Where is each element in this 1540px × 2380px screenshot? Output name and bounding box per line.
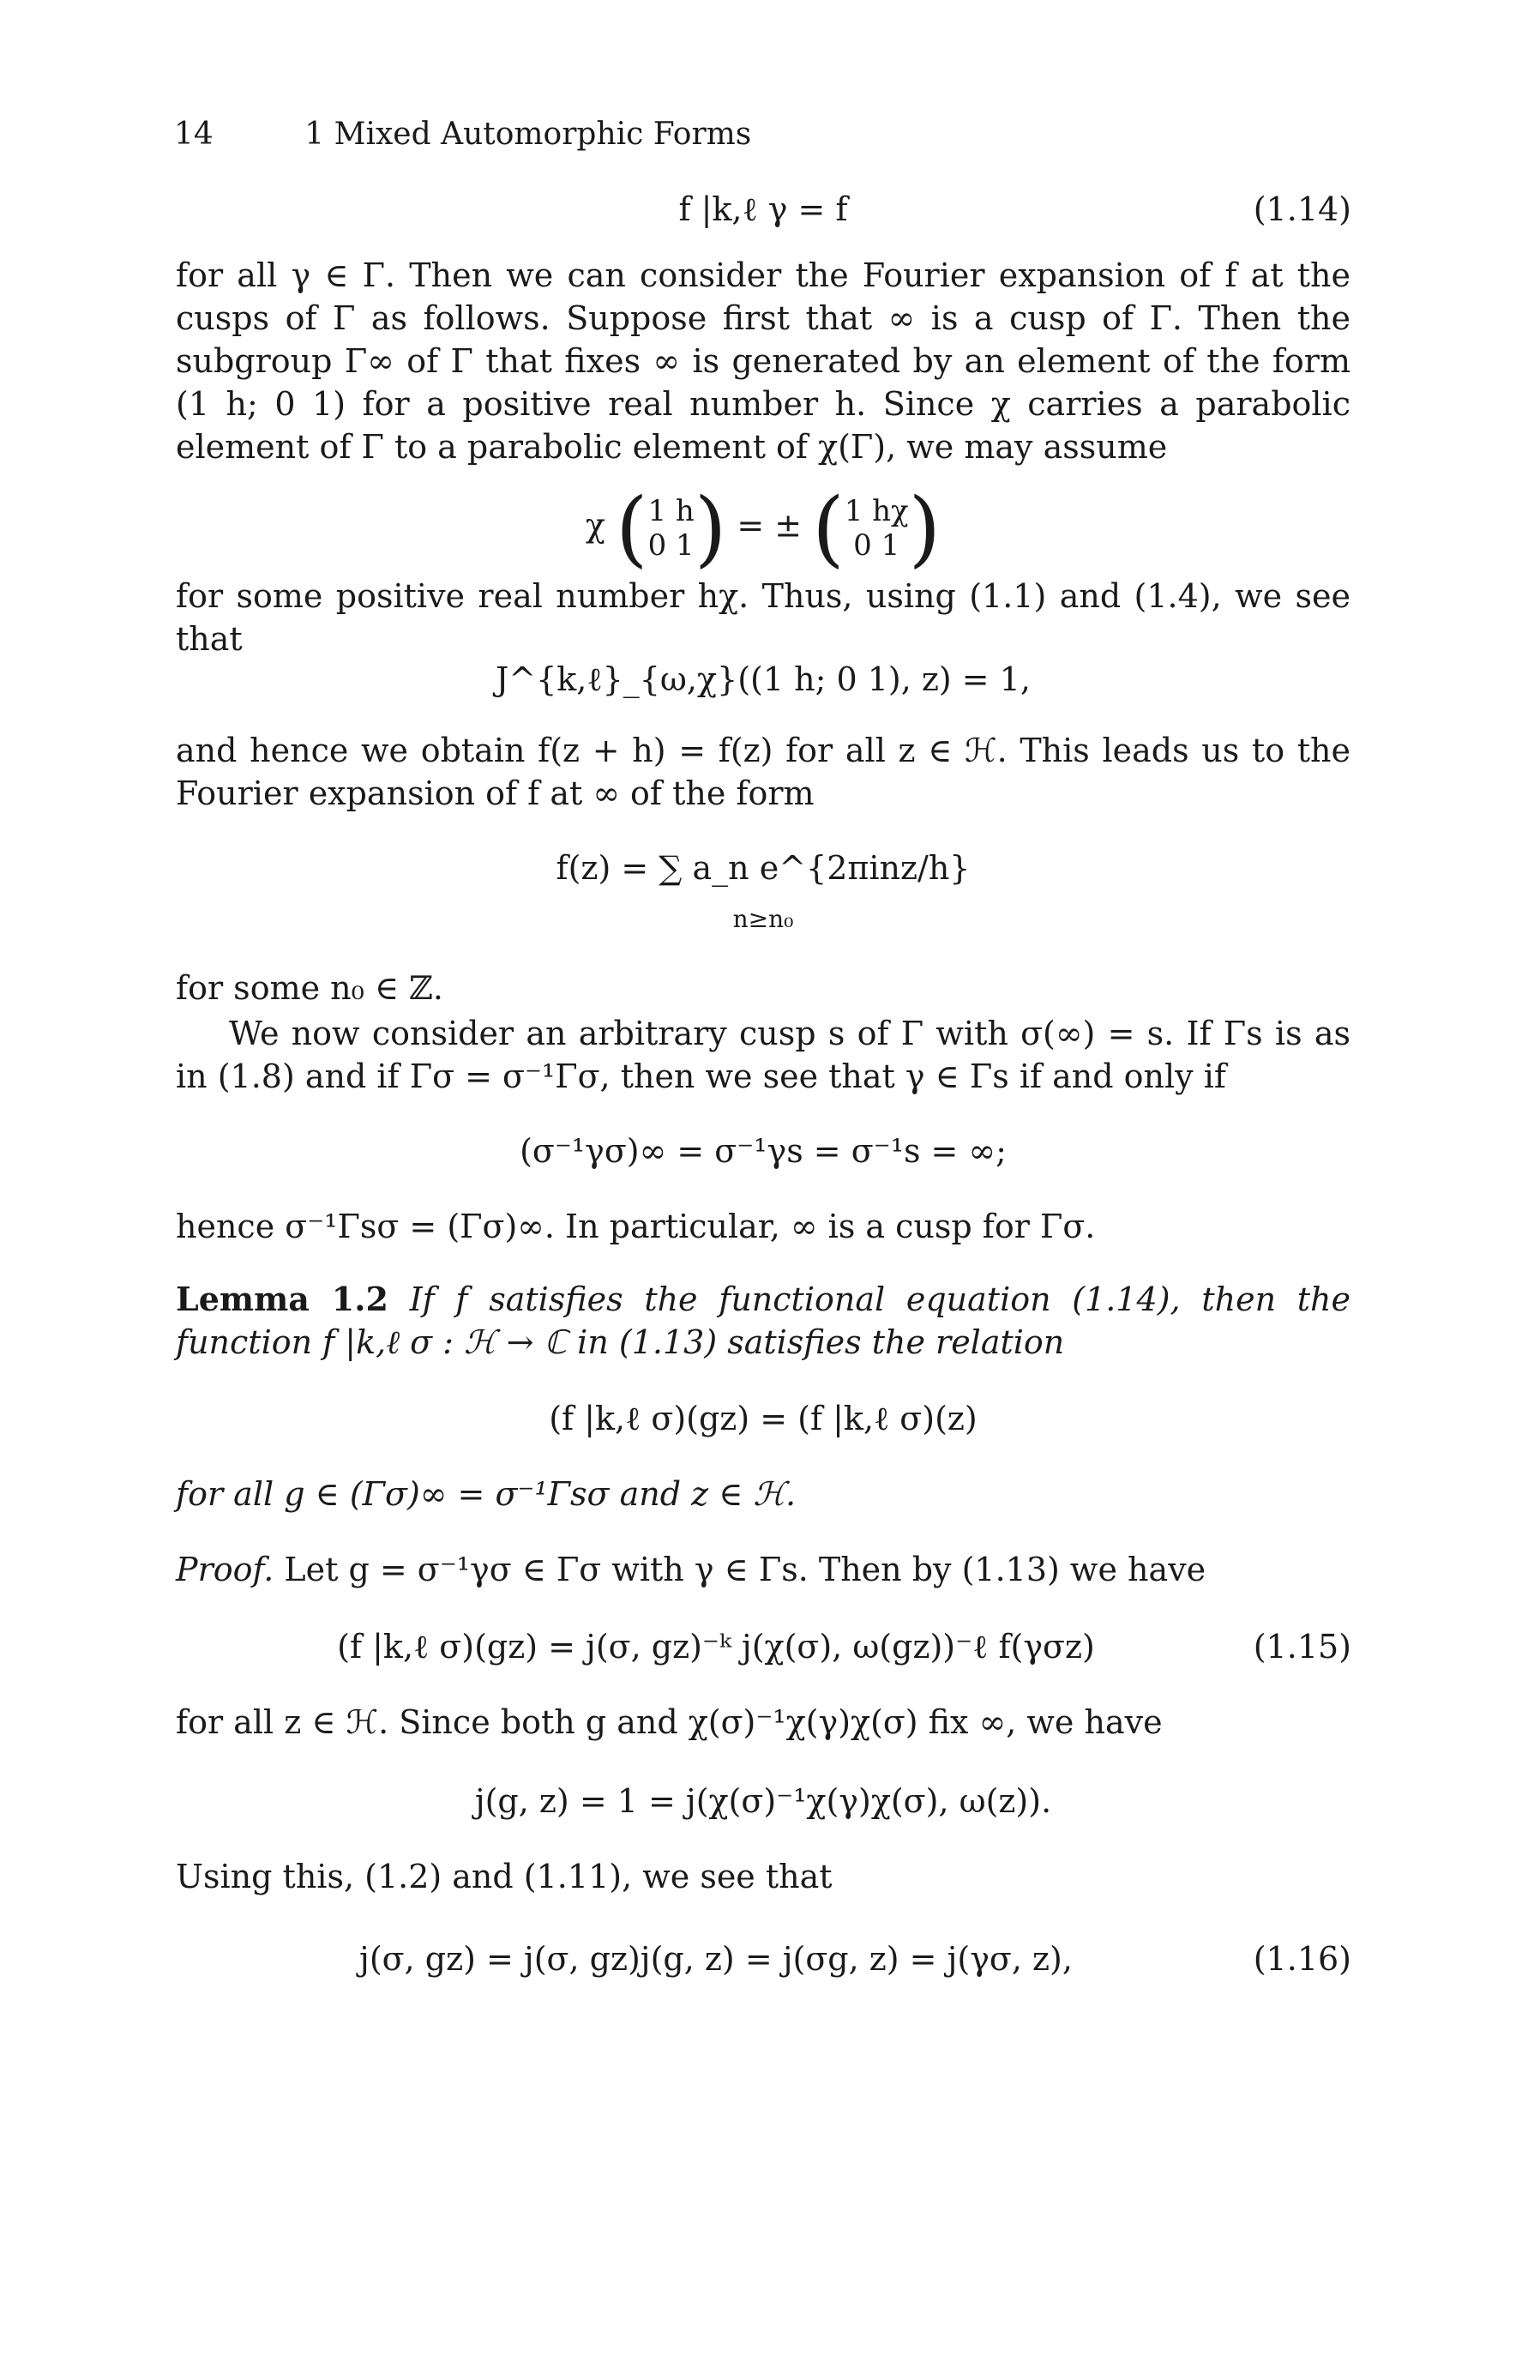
matrix-right-row2: 0 1	[853, 528, 900, 563]
matrix-right	[845, 494, 909, 563]
paragraph-fourier-intro: for all γ ∈ Γ. Then we can consider the Fourier expansion of f at the cusps of Γ as follows. Suppose first that ∞ is a cusp of Γ. Then the subgroup Γ∞ of Γ that fixes ∞ is generated by an element of the form (1 h; 0 1) for a positive real number h. Since χ carries a parabolic element of Γ to a parabolic element of χ(Γ), we may assume	[176, 256, 1351, 466]
proof-text: Let g = σ⁻¹γσ ∈ Γσ with γ ∈ Γs. Then by (1.13) we have	[284, 1551, 1206, 1588]
equation-fourier	[176, 849, 1351, 887]
lemma-title: Lemma 1.2	[176, 1280, 388, 1318]
equation-label-1-15: (1.15)	[1253, 1628, 1351, 1666]
lemma-1-2	[176, 1278, 1351, 1364]
lemma-conclusion: for all g ∈ (Γσ)∞ = σ⁻¹Γsσ and z ∈ ℋ.	[176, 1475, 797, 1513]
paragraph-using-this: Using this, (1.2) and (1.11), we see that	[176, 1858, 833, 1895]
matrix-left	[647, 494, 694, 563]
paragraph-arbitrary-cusp: We now consider an arbitrary cusp s of Γ with σ(∞) = s. If Γs is as in (1.8) and if Γσ = σ⁻¹Γσ, then we see that γ ∈ Γs if and only if	[176, 1015, 1351, 1095]
lemma-statement: If f satisfies the functional equation (1.14), then the function f |k,ℓ σ : ℋ → ℂ in (1.13) satisfies the relation	[176, 1280, 1351, 1361]
chi-symbol: χ	[585, 506, 605, 545]
fourier-term: a_n e^{2πinz/h}	[692, 849, 971, 887]
paragraph-h-chi: for some positive real number hχ. Thus, using (1.1) and (1.4), we see that	[176, 577, 1351, 658]
equation-label-1-16: (1.16)	[1253, 1940, 1351, 1978]
equation-j: j(g, z) = 1 = j(χ(σ)⁻¹χ(γ)χ(σ), ω(z)).	[474, 1782, 1052, 1820]
proof-label: Proof.	[176, 1551, 274, 1588]
proof	[176, 1551, 1351, 1588]
matrix-left-row1: 1 h	[647, 494, 695, 528]
paragraph-fix-infinity: for all z ∈ ℋ. Since both g and χ(σ)⁻¹χ(γ)χ(σ) fix ∞, we have	[176, 1703, 1163, 1741]
equation-1-14: f |k,ℓ γ = f	[678, 190, 848, 228]
equation-1-16: j(σ, gz) = j(σ, gz)j(g, z) = j(σg, z) = j(γσ, z),	[359, 1940, 1073, 1978]
equation-J: J^{k,ℓ}_{ω,χ}((1 h; 0 1), z) = 1,	[496, 660, 1031, 698]
equation-1-15: (f |k,ℓ σ)(gz) = j(σ, gz)⁻ᵏ j(χ(σ), ω(gz))⁻ℓ f(γσz)	[337, 1628, 1095, 1666]
paragraph-periodicity: and hence we obtain f(z + h) = f(z) for all z ∈ ℋ. This leads us to the Fourier expansion of f at ∞ of the form	[176, 732, 1351, 812]
matrix-right-row1: 1 hχ	[844, 494, 909, 528]
equation-lemma: (f |k,ℓ σ)(gz) = (f |k,ℓ σ)(z)	[549, 1400, 978, 1437]
running-header	[174, 117, 751, 152]
paragraph-cusp-conclusion: hence σ⁻¹Γsσ = (Γσ)∞. In particular, ∞ is a cusp for Γσ.	[176, 1208, 1096, 1245]
plus-minus: = ±	[737, 506, 803, 545]
equation-label-1-14: (1.14)	[1253, 190, 1351, 228]
equation-chi-matrix: χ (1 h 0 1) = ± (1 hχ 0 1 )	[585, 480, 941, 576]
running-title: 1 Mixed Automorphic Forms	[304, 117, 752, 152]
fourier-sum-index: n≥n₀	[732, 905, 794, 933]
paragraph-n0: for some n₀ ∈ ℤ.	[176, 969, 443, 1007]
matrix-left-row2: 0 1	[647, 528, 695, 563]
equation-sigma: (σ⁻¹γσ)∞ = σ⁻¹γs = σ⁻¹s = ∞;	[520, 1132, 1007, 1170]
page-number: 14	[174, 117, 214, 152]
fourier-lhs: f(z) = ∑	[556, 849, 683, 887]
